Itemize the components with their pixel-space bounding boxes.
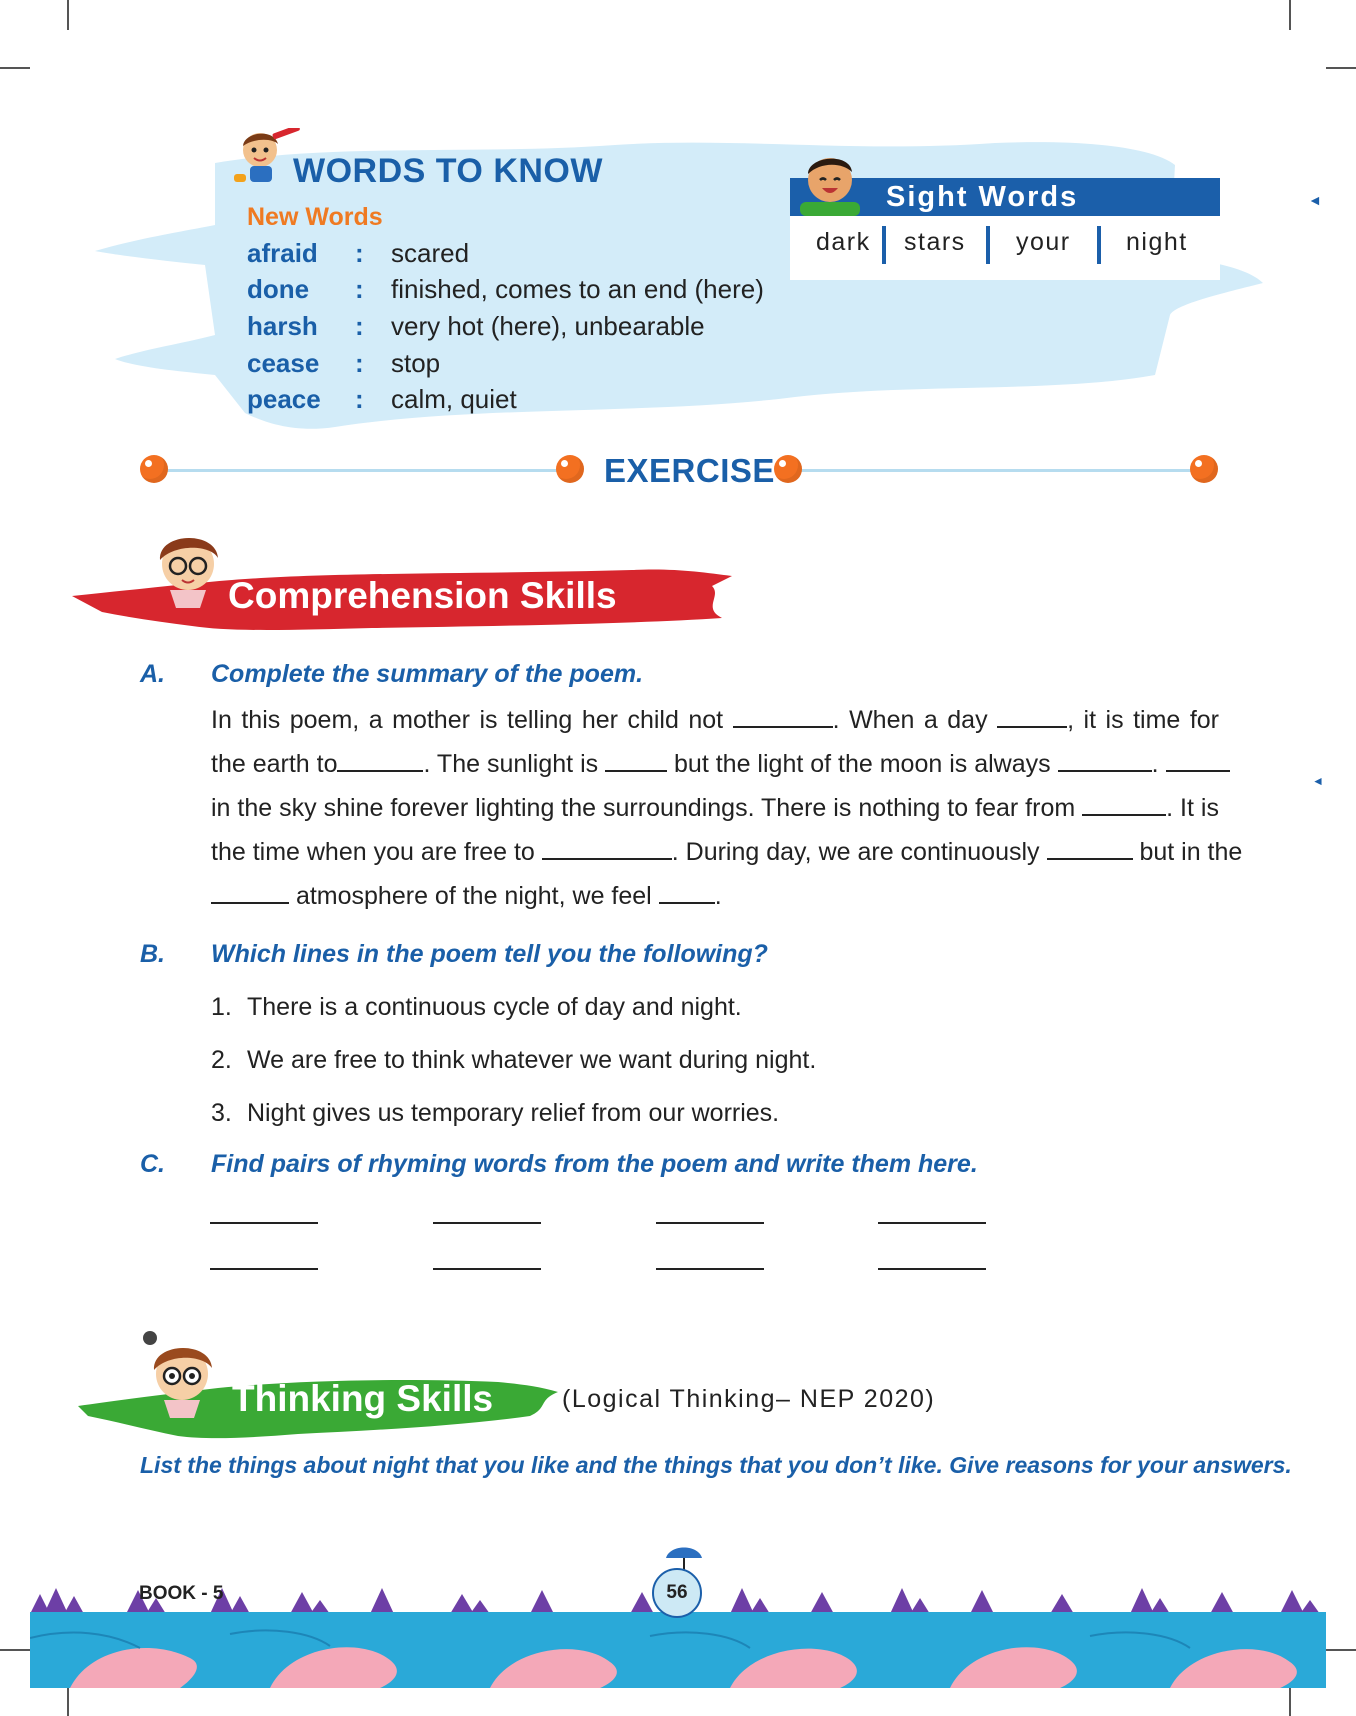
new-words-subtitle: New Words xyxy=(247,203,383,231)
answer-blank[interactable] xyxy=(1047,838,1133,860)
list-number: 3. xyxy=(211,1099,232,1127)
list-item xyxy=(211,993,742,1022)
vocab-word: afraid xyxy=(247,238,318,268)
list-number: 2. xyxy=(211,1046,232,1074)
summary-text: the time when you are free to xyxy=(211,838,535,866)
rhyme-blank[interactable] xyxy=(878,1268,986,1270)
rhyme-blank[interactable] xyxy=(878,1222,986,1224)
boy-mascot-icon xyxy=(232,128,302,188)
margin-arrow-icon: ◄ xyxy=(1312,774,1324,788)
kid-mascot-icon xyxy=(790,150,868,216)
answer-blank[interactable] xyxy=(1082,794,1166,816)
list-item xyxy=(211,1046,816,1075)
sight-word: dark xyxy=(816,228,871,256)
rhyme-blank[interactable] xyxy=(656,1268,764,1270)
margin-arrow-icon: ◄ xyxy=(1308,192,1322,208)
summary-text: In this poem, a mother is telling her child not xyxy=(211,706,724,734)
vocab-word: done xyxy=(247,274,310,304)
list-item xyxy=(211,1099,779,1128)
orange-dot-icon xyxy=(556,455,584,483)
thinking-question: List the things about night that you like and the things that you don’t like. Give reasons for your answers. xyxy=(140,1452,1292,1478)
list-text: There is a continuous cycle of day and night. xyxy=(247,993,742,1021)
question-text: Find pairs of rhyming words from the poem and write them here. xyxy=(211,1150,978,1178)
summary-line xyxy=(211,874,1219,918)
words-to-know-title: WORDS TO KNOW xyxy=(293,152,603,190)
summary-text: . The sunlight is xyxy=(423,750,599,778)
answer-blank[interactable] xyxy=(659,882,715,904)
answer-blank[interactable] xyxy=(997,706,1067,728)
summary-text: the earth to xyxy=(211,750,338,778)
vocab-colon: : xyxy=(355,384,364,414)
vocab-colon: : xyxy=(355,311,364,341)
summary-text: atmosphere of the night, we feel xyxy=(295,882,652,910)
vocab-meaning: calm, quiet xyxy=(391,384,517,414)
summary-text: . During day, we are continuously xyxy=(671,838,1040,866)
vocab-meaning: scared xyxy=(391,238,470,268)
vocab-colon: : xyxy=(355,238,364,268)
vocab-word: cease xyxy=(247,348,320,378)
crop-mark xyxy=(67,1686,69,1716)
crop-mark xyxy=(1289,1686,1291,1716)
page-number-badge xyxy=(652,1568,702,1618)
exercise-title: EXERCISE xyxy=(604,452,775,489)
answer-blank[interactable] xyxy=(1058,750,1152,772)
boy-glasses-mascot-icon xyxy=(136,1328,226,1418)
question-text: Complete the summary of the poem. xyxy=(211,660,644,688)
sight-word: stars xyxy=(904,228,966,256)
summary-text: . xyxy=(714,882,722,910)
sight-word-divider xyxy=(986,226,990,264)
summary-line xyxy=(211,830,1243,874)
answer-blank[interactable] xyxy=(542,838,672,860)
answer-blank[interactable] xyxy=(337,750,423,772)
thinking-skills-title: Thinking Skills xyxy=(232,1378,494,1419)
crop-mark xyxy=(1326,1649,1356,1651)
rhyme-blank[interactable] xyxy=(433,1268,541,1270)
question-letter: A. xyxy=(140,660,165,688)
rhyme-blank[interactable] xyxy=(433,1222,541,1224)
crop-mark xyxy=(1289,0,1291,30)
crop-mark xyxy=(67,0,69,30)
crop-mark xyxy=(0,1649,30,1651)
vocab-word: harsh xyxy=(247,311,318,341)
list-text: Night gives us temporary relief from our worries. xyxy=(247,1099,780,1127)
rhyme-blank[interactable] xyxy=(210,1222,318,1224)
sight-word: night xyxy=(1126,228,1188,256)
list-number: 1. xyxy=(211,993,232,1021)
orange-dot-icon xyxy=(140,455,168,483)
summary-text: . It is xyxy=(1166,794,1219,822)
summary-text: , it is time for xyxy=(1067,706,1219,734)
summary-text: . xyxy=(1151,750,1159,778)
thinking-skills-note: (Logical Thinking– NEP 2020) xyxy=(562,1385,936,1413)
sight-word-divider xyxy=(1097,226,1101,264)
girl-mascot-icon xyxy=(140,528,230,608)
sight-word: your xyxy=(1016,228,1071,256)
summary-paragraph xyxy=(211,698,1243,918)
vocab-meaning: stop xyxy=(391,348,441,378)
answer-blank[interactable] xyxy=(211,882,289,904)
answer-blank[interactable] xyxy=(733,706,833,728)
answer-blank[interactable] xyxy=(605,750,667,772)
rhyme-blank[interactable] xyxy=(210,1268,318,1270)
crop-mark xyxy=(0,67,30,69)
sight-word-divider xyxy=(882,226,886,264)
book-label: BOOK - 5 xyxy=(139,1583,224,1604)
comprehension-skills-title: Comprehension Skills xyxy=(228,575,617,616)
vocab-colon: : xyxy=(355,348,364,378)
question-letter: B. xyxy=(140,940,165,968)
exercise-divider-right xyxy=(796,469,1196,472)
vocab-meaning: finished, comes to an end (here) xyxy=(391,274,764,304)
summary-line xyxy=(211,698,1219,742)
summary-line xyxy=(211,786,1219,830)
summary-text: but in the xyxy=(1139,838,1243,866)
vocab-word: peace xyxy=(247,384,321,414)
list-text: We are free to think whatever we want during night. xyxy=(247,1046,817,1074)
vocab-meaning: very hot (here), unbearable xyxy=(391,311,705,341)
vocab-colon: : xyxy=(355,274,364,304)
summary-text: in the sky shine forever lighting the surroundings. There is nothing to fear from xyxy=(211,794,1076,822)
question-letter: C. xyxy=(140,1150,165,1178)
crop-mark xyxy=(1326,67,1356,69)
page-number: 56 xyxy=(666,1582,688,1603)
umbrella-icon xyxy=(664,1542,704,1572)
rhyme-blank[interactable] xyxy=(656,1222,764,1224)
summary-text: . When a day xyxy=(832,706,988,734)
summary-text: but the light of the moon is always xyxy=(674,750,1051,778)
question-text: Which lines in the poem tell you the following? xyxy=(211,940,768,968)
sight-words-title: Sight Words xyxy=(886,181,1079,213)
orange-dot-icon xyxy=(1190,455,1218,483)
exercise-divider-left xyxy=(160,469,560,472)
summary-line xyxy=(211,742,1219,786)
orange-dot-icon xyxy=(774,455,802,483)
answer-blank[interactable] xyxy=(1166,750,1230,772)
